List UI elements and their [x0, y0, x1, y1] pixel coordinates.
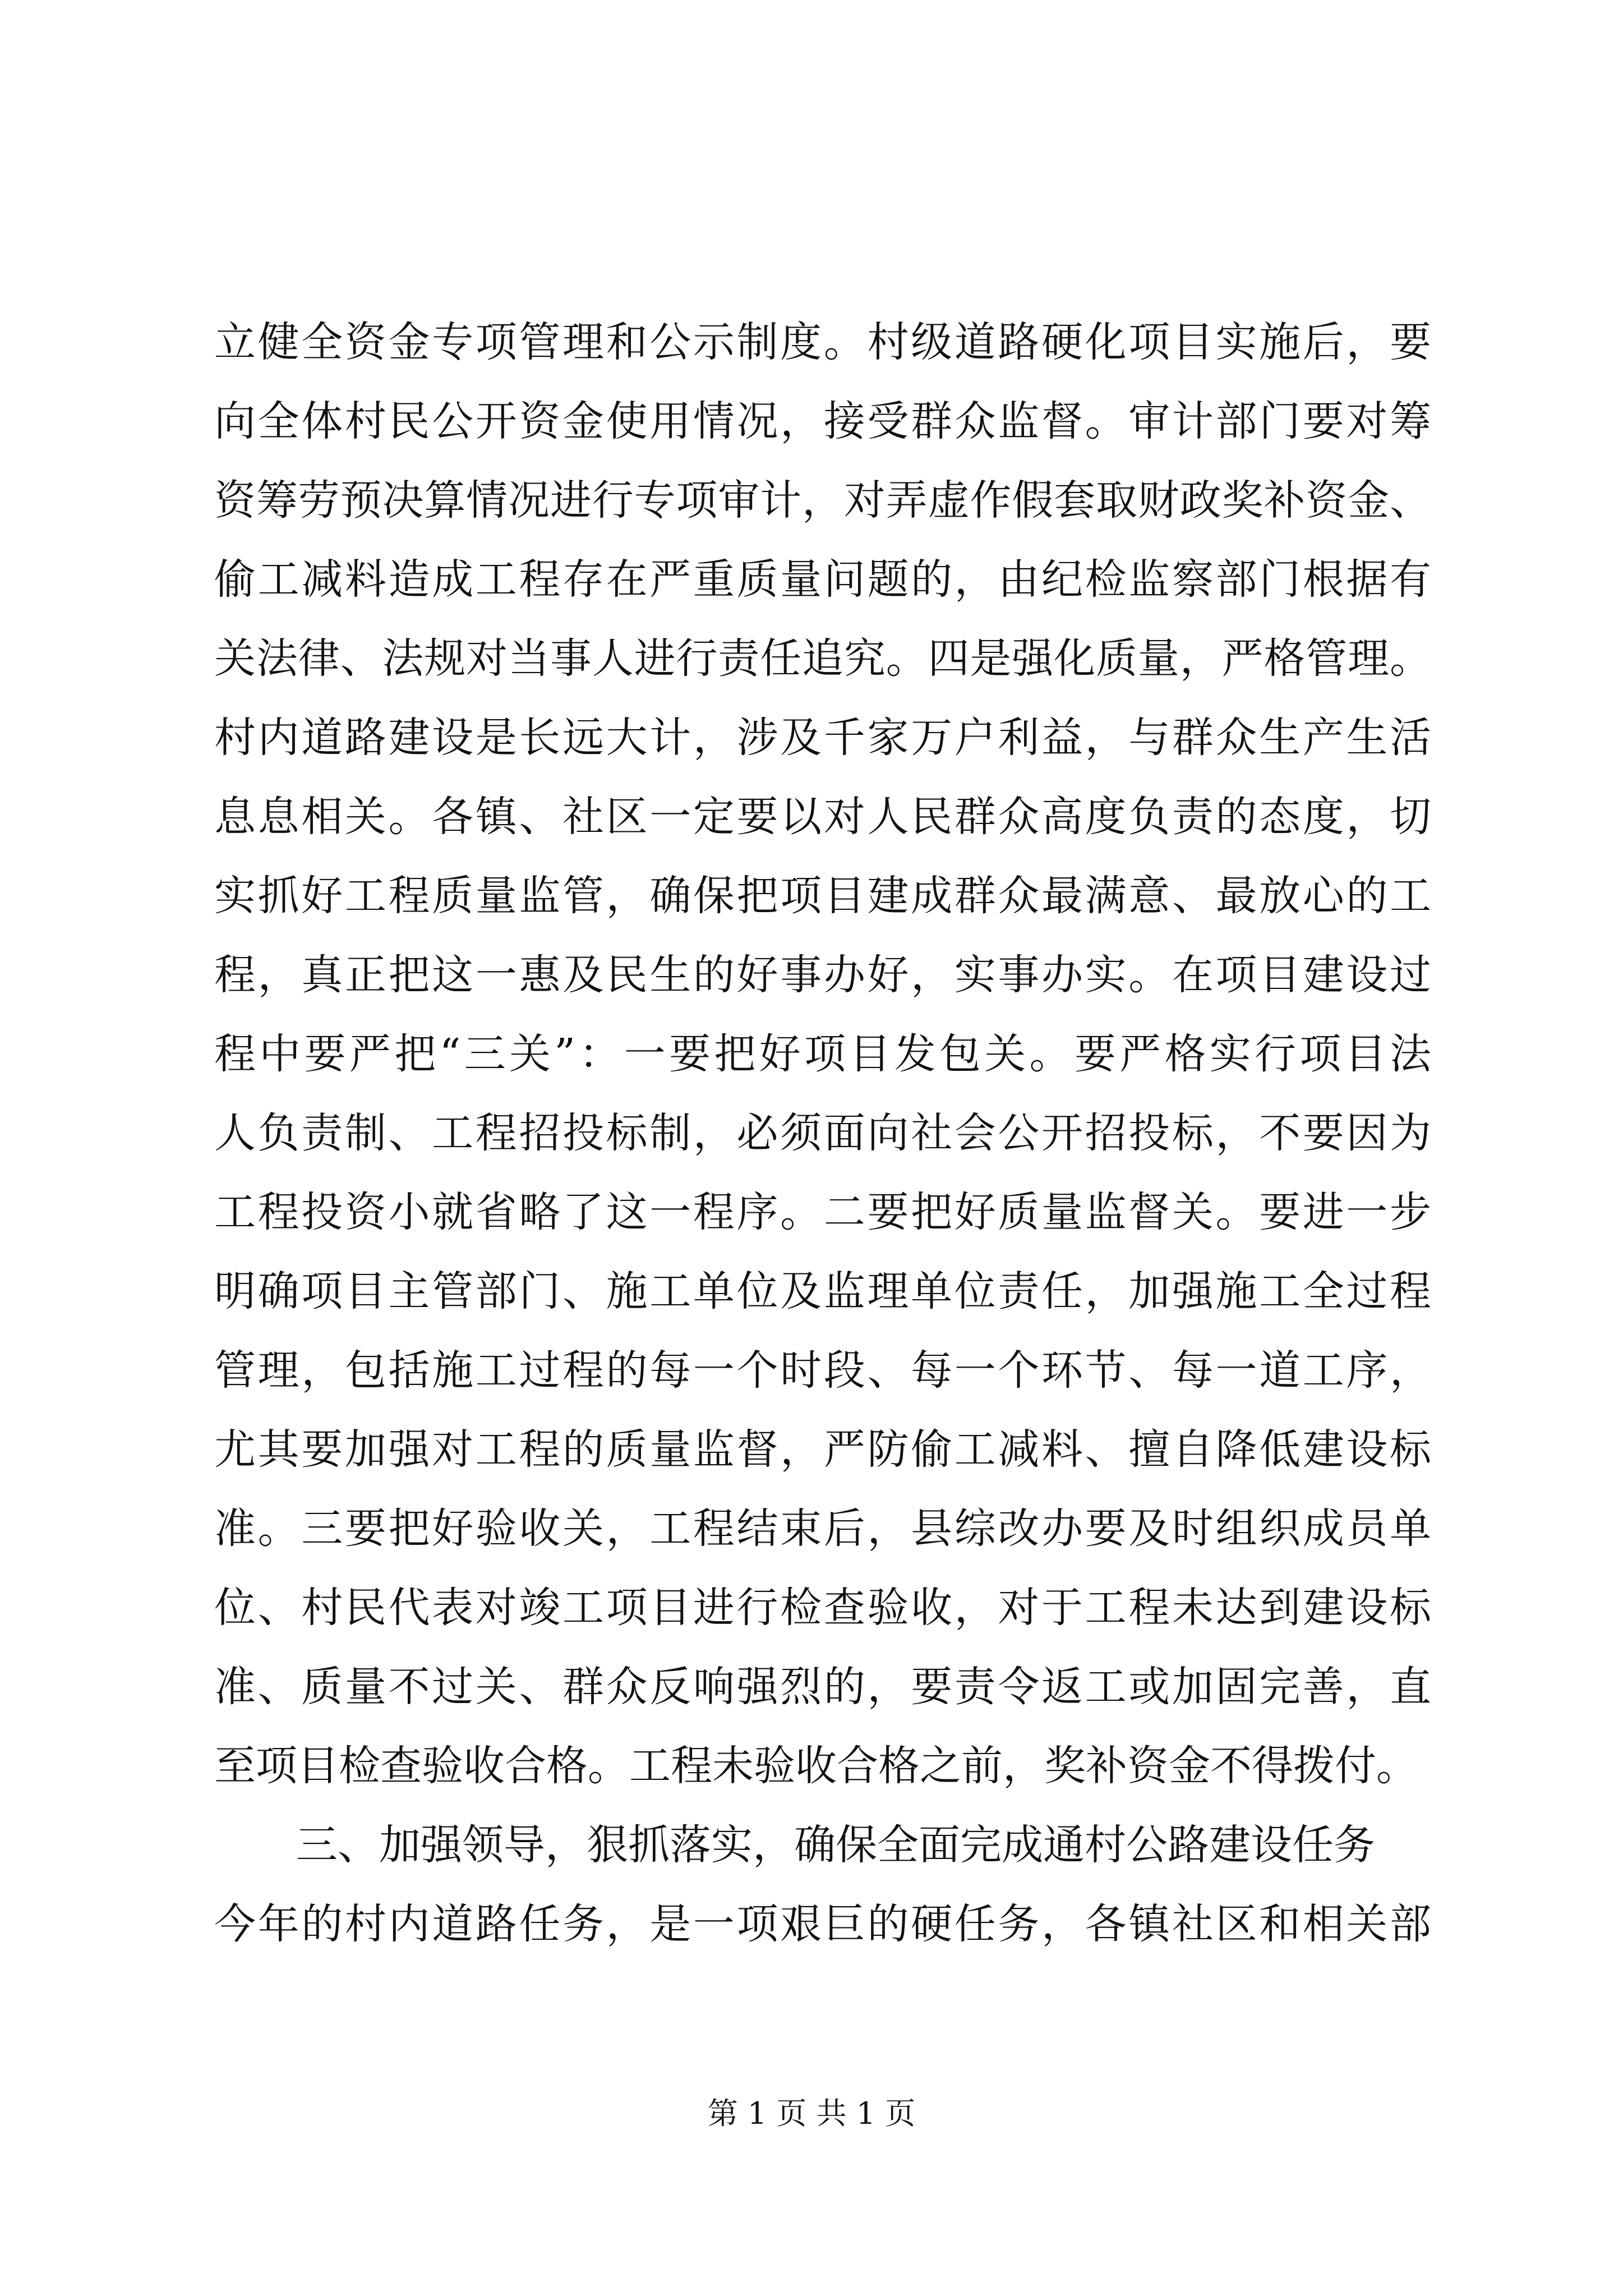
text-line: 实抓好工程质量监管，确保把项目建成群众最满意、最放心的工 [214, 872, 1431, 920]
text-line: 程中要严把“三关”：一要把好项目发包关。要严格实行项目法 [214, 1030, 1431, 1078]
text-line: 资筹劳预决算情况进行专项审计，对弄虚作假套取财政奖补资金、 [214, 476, 1431, 524]
text-line: 准、质量不过关、群众反响强烈的，要责令返工或加固完善，直 [214, 1663, 1431, 1711]
text-line: 管理，包括施工过程的每一个时段、每一个环节、每一道工序， [214, 1346, 1431, 1395]
page-footer: 第 1 页 共 1 页 [707, 2096, 916, 2131]
text-line: 今年的村内道路任务，是一项艰巨的硬任务，各镇社区和相关部 [214, 1900, 1431, 1948]
text-line: 偷工减料造成工程存在严重质量问题的，由纪检监察部门根据有 [214, 555, 1431, 604]
body-text [214, 303, 1431, 1964]
text-line: 人负责制、工程招投标制，必须面向社会公开招投标，不要因为 [214, 1109, 1431, 1157]
text-line: 尤其要加强对工程的质量监督，严防偷工减料、擅自降低建设标 [214, 1425, 1431, 1474]
text-line: 关法律、法规对当事人进行责任追究。四是强化质量，严格管理。 [214, 634, 1431, 683]
text-line: 村内道路建设是长远大计，涉及千家万户利益，与群众生产生活 [214, 714, 1431, 762]
text-line: 息息相关。各镇、社区一定要以对人民群众高度负责的态度，切 [214, 793, 1431, 841]
text-line: 明确项目主管部门、施工单位及监理单位责任，加强施工全过程 [214, 1267, 1431, 1315]
text-line: 向全体村民公开资金使用情况，接受群众监督。审计部门要对筹 [214, 397, 1431, 445]
text-line: 工程投资小就省略了这一程序。二要把好质量监督关。要进一步 [214, 1188, 1431, 1236]
text-line: 至项目检查验收合格。工程未验收合格之前，奖补资金不得拨付。 [214, 1742, 1418, 1790]
text-line: 位、村民代表对竣工项目进行检查验收，对于工程未达到建设标 [214, 1584, 1431, 1632]
text-line: 立健全资金专项管理和公示制度。村级道路硬化项目实施后，要 [214, 318, 1431, 366]
text-line: 程，真正把这一惠及民生的好事办好，实事办实。在项目建设过 [214, 951, 1431, 999]
section-heading: 三、加强领导，狠抓落实，确保全面完成通村公路建设任务 [296, 1821, 1375, 1869]
text-line: 准。三要把好验收关，工程结束后，县综改办要及时组织成员单 [214, 1504, 1431, 1553]
